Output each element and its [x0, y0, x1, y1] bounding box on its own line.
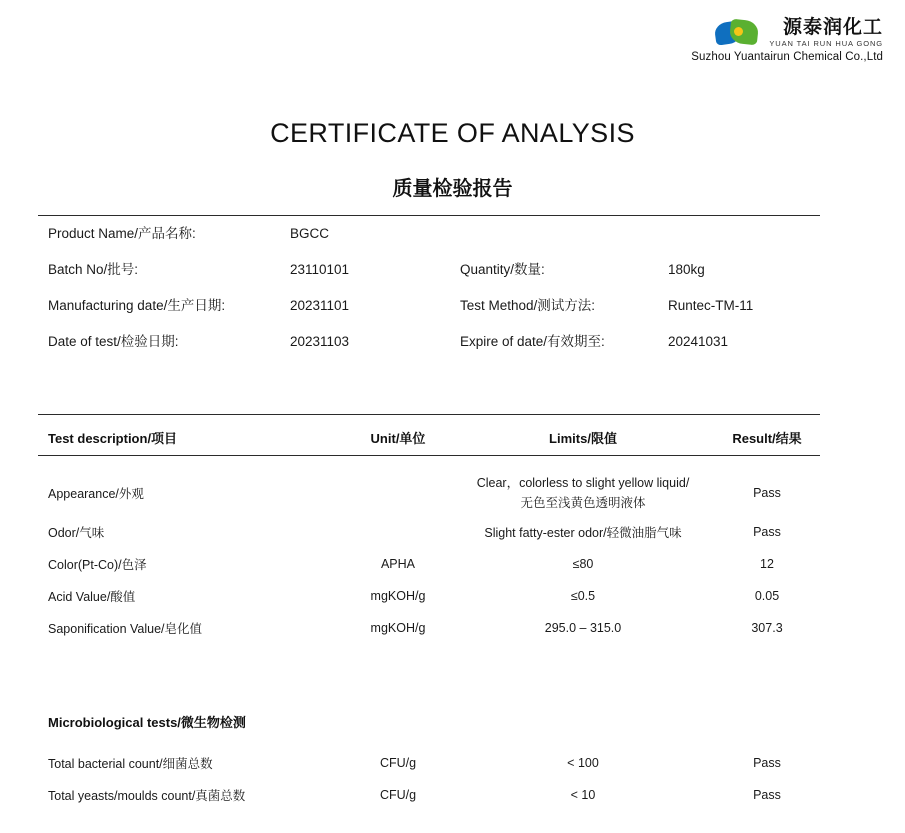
table-body	[48, 470, 830, 644]
cell-result: 0.05	[754, 589, 780, 603]
info-label: Product Name/产品名称:	[48, 226, 196, 241]
cell-result: Pass	[753, 525, 781, 539]
cell-description: Acid Value/酸值	[48, 590, 136, 604]
cell-description: Color(Pt-Co)/色泽	[48, 558, 147, 572]
cell-limits: < 100	[567, 756, 599, 770]
divider-top	[38, 215, 820, 216]
info-label: Quantity/数量:	[460, 262, 545, 277]
cell-description: Saponification Value/皂化值	[48, 622, 203, 636]
cell-unit: CFU/g	[379, 756, 417, 770]
cell-unit: mgKOH/g	[370, 589, 426, 603]
cell-limits-line1: Clear，colorless to slight yellow liquid/	[476, 476, 690, 490]
cell-limits: ≤0.5	[570, 589, 596, 603]
info-value: 23110101	[290, 262, 350, 277]
cell-limits: ≤80	[572, 557, 594, 571]
product-info-block	[48, 222, 818, 366]
table-row	[48, 516, 830, 548]
company-name-pinyin: YUAN TAI RUN HUA GONG	[769, 38, 883, 48]
document-title-en: CERTIFICATE OF ANALYSIS	[270, 118, 635, 148]
cell-result: 307.3	[751, 621, 783, 635]
info-row	[48, 258, 818, 294]
cell-result: 12	[760, 557, 774, 571]
cell-unit: APHA	[380, 557, 416, 571]
info-value: BGCC	[290, 226, 330, 241]
company-logo	[691, 18, 883, 48]
info-value: 180kg	[668, 262, 705, 277]
microbiological-section	[48, 712, 830, 811]
table-row	[48, 612, 830, 644]
cell-result: Pass	[753, 756, 781, 770]
cell-result: Pass	[753, 486, 781, 500]
company-name-cn-block	[769, 18, 883, 48]
table-row	[48, 470, 830, 516]
column-header-description: Test description/项目	[48, 430, 178, 446]
column-header-result: Result/结果	[732, 430, 802, 446]
info-row	[48, 330, 818, 366]
cell-description: Total bacterial count/细菌总数	[48, 757, 213, 771]
cell-description: Odor/气味	[48, 526, 105, 540]
cell-limits: Slight fatty-ester odor/轻微油脂气味	[484, 526, 682, 540]
info-label: Manufacturing date/生产日期:	[48, 298, 226, 313]
info-row	[48, 222, 818, 258]
column-header-limits: Limits/限值	[549, 430, 617, 446]
info-label: Batch No/批号:	[48, 262, 139, 277]
results-table	[48, 420, 830, 644]
cell-limits-line2: 无色至浅黄色透明液体	[520, 496, 646, 510]
cell-limits	[458, 473, 708, 513]
table-row	[48, 779, 830, 811]
document-title-cn: 质量检验报告	[392, 178, 513, 200]
cell-description: Total yeasts/moulds count/真菌总数	[48, 789, 246, 803]
info-label: Date of test/检验日期:	[48, 334, 179, 349]
company-name-en: Suzhou Yuantairun Chemical Co.,Ltd	[691, 51, 883, 63]
table-header-row	[48, 420, 830, 454]
company-header	[691, 18, 883, 63]
info-label: Expire of date/有效期至:	[460, 334, 605, 349]
company-name-cn: 源泰润化工	[782, 17, 883, 39]
cell-unit: mgKOH/g	[370, 621, 426, 635]
info-row	[48, 294, 818, 330]
cell-unit: CFU/g	[379, 788, 417, 802]
info-value: 20231103	[290, 334, 350, 349]
leaf-logo-icon	[715, 18, 761, 48]
cell-limits: 295.0 – 315.0	[544, 621, 622, 635]
microbiological-section-title: Microbiological tests/微生物检测	[48, 715, 246, 730]
cell-result: Pass	[753, 788, 781, 802]
info-value: 20241031	[668, 334, 729, 349]
cell-description: Appearance/外观	[48, 487, 144, 501]
table-row	[48, 548, 830, 580]
table-row	[48, 580, 830, 612]
cell-limits: < 10	[570, 788, 596, 802]
table-row	[48, 747, 830, 779]
column-header-unit: Unit/单位	[370, 430, 426, 446]
divider-table-top	[38, 414, 820, 415]
info-label: Test Method/测试方法:	[460, 298, 596, 313]
info-value: 20231101	[290, 298, 350, 313]
info-value: Runtec-TM-11	[668, 298, 754, 313]
